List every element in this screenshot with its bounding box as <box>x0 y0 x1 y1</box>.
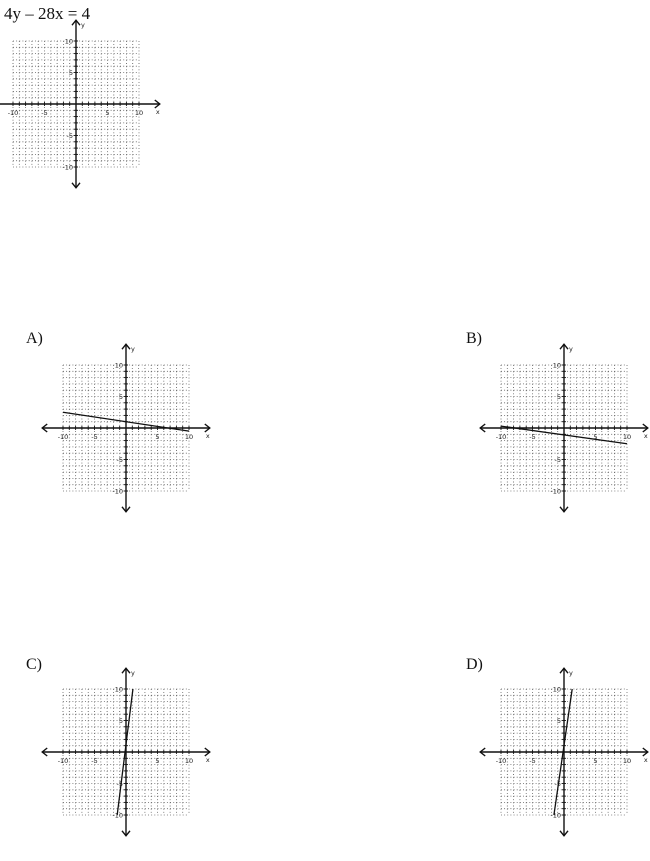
y-tick-label: 5 <box>118 393 123 401</box>
x-tick-label: -5 <box>91 757 98 765</box>
x-tick-label: -10 <box>57 433 69 441</box>
option-d-label[interactable]: D) <box>466 656 483 673</box>
x-tick-label: 5 <box>155 433 160 441</box>
y-axis-label: y <box>131 669 135 678</box>
x-tick-label: 5 <box>593 433 598 441</box>
y-tick-label: -5 <box>66 132 73 140</box>
y-axis-label: y <box>569 669 573 678</box>
x-tick-label: -10 <box>495 757 507 765</box>
y-axis-label: y <box>131 345 135 354</box>
option-b-label[interactable]: B) <box>466 330 482 347</box>
x-axis-label: x <box>155 108 160 116</box>
y-axis-label: y <box>569 345 573 354</box>
x-axis-label: x <box>643 432 648 440</box>
question-equation: 4y – 28x = 4 <box>4 4 91 23</box>
question-graph <box>0 14 166 194</box>
y-tick-label: 5 <box>68 69 73 77</box>
y-tick-label: -5 <box>116 456 123 464</box>
option-b-graph[interactable] <box>474 338 650 518</box>
y-tick-label: -10 <box>112 487 123 496</box>
y-tick-label: -10 <box>550 487 561 496</box>
y-tick-label: -5 <box>116 780 123 788</box>
y-tick-label: 10 <box>552 685 561 694</box>
x-axis-label: x <box>205 756 210 764</box>
x-axis-label: x <box>205 432 210 440</box>
x-tick-label: 10 <box>184 433 194 441</box>
x-tick-label: -5 <box>41 109 48 117</box>
x-tick-label: 10 <box>134 109 144 117</box>
x-tick-label: 10 <box>622 757 632 765</box>
y-tick-label: 10 <box>114 361 123 370</box>
y-axis-label: y <box>81 21 85 30</box>
x-tick-label: 5 <box>593 757 598 765</box>
option-c-graph[interactable] <box>36 662 216 842</box>
x-tick-label: 10 <box>622 433 632 441</box>
x-tick-label: 5 <box>105 109 110 117</box>
y-tick-label: 5 <box>118 717 123 725</box>
option-a-label[interactable]: A) <box>26 330 43 347</box>
y-tick-label: 10 <box>64 37 73 46</box>
x-tick-label: -5 <box>529 757 536 765</box>
option-d-graph[interactable] <box>474 662 650 842</box>
x-tick-label: 5 <box>155 757 160 765</box>
option-c-label[interactable]: C) <box>26 656 42 673</box>
x-tick-label: -10 <box>7 109 19 117</box>
x-tick-label: 10 <box>184 757 194 765</box>
y-tick-label: 5 <box>556 717 561 725</box>
y-tick-label: 5 <box>556 393 561 401</box>
x-tick-label: -5 <box>529 433 536 441</box>
x-tick-label: -10 <box>57 757 69 765</box>
x-tick-label: -5 <box>91 433 98 441</box>
option-a-graph[interactable] <box>36 338 216 518</box>
y-tick-label: 10 <box>114 685 123 694</box>
y-tick-label: -10 <box>62 163 73 172</box>
y-tick-label: -5 <box>554 780 561 788</box>
y-tick-label: -10 <box>112 811 123 820</box>
x-tick-label: -10 <box>495 433 507 441</box>
y-tick-label: -10 <box>550 811 561 820</box>
y-tick-label: 10 <box>552 361 561 370</box>
x-axis-label: x <box>643 756 648 764</box>
y-tick-label: -5 <box>554 456 561 464</box>
